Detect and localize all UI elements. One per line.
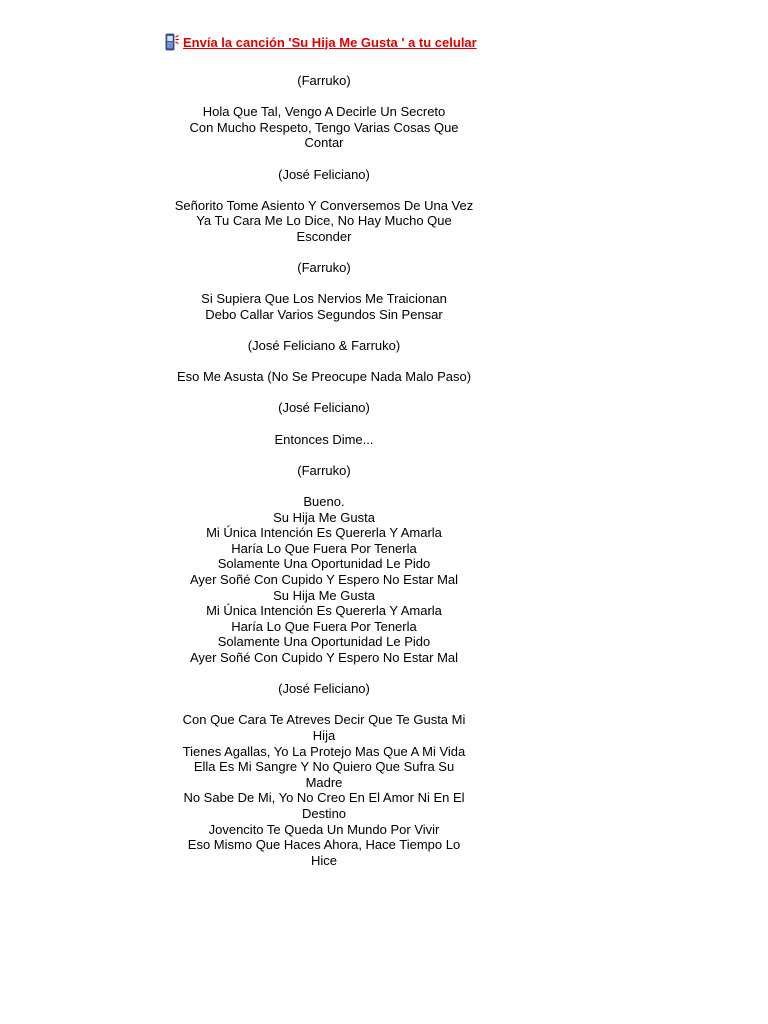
lyrics-stanza — [174, 369, 474, 385]
lyrics-stanza — [174, 712, 474, 868]
lyrics-line: Ella Es Mi Sangre Y No Quiero Que Sufra Su Madre — [193, 759, 455, 790]
lyrics-line: Entonces Dime... — [274, 431, 374, 447]
lyrics-stanza — [174, 260, 474, 276]
lyrics-line: (José Feliciano) — [278, 681, 370, 697]
lyrics-stanza — [174, 494, 474, 666]
lyrics-stanza — [174, 167, 474, 183]
lyrics-line: Mi Única Intención Es Quererla Y Amarla — [206, 525, 442, 541]
lyrics-line: Si Supiera Que Los Nervios Me Traicionan — [201, 291, 447, 307]
lyrics-line: Tienes Agallas, Yo La Protejo Mas Que A Mi Vida — [182, 743, 466, 759]
lyrics-line: (Farruko) — [297, 73, 351, 88]
send-to-phone-row[interactable] — [164, 32, 477, 52]
lyrics-line: Jovencito Te Queda Un Mundo Por Vivir — [208, 821, 440, 837]
lyrics-stanza — [174, 198, 474, 245]
lyrics-line: Hola Que Tal, Vengo A Decirle Un Secreto — [202, 104, 446, 120]
lyrics-line: Con Que Cara Te Atreves Decir Que Te Gusta Mi Hija — [182, 712, 466, 743]
lyrics-line: Solamente Una Oportunidad Le Pido — [217, 634, 431, 650]
lyrics-line: Mi Única Intención Es Quererla Y Amarla — [206, 603, 442, 619]
lyrics-line: Bueno. — [303, 494, 345, 510]
song-lyrics — [174, 73, 474, 884]
lyrics-line: Ayer Soñé Con Cupido Y Espero No Estar Mal — [189, 649, 459, 665]
lyrics-line: Con Mucho Respeto, Tengo Varias Cosas Que Contar — [189, 119, 459, 151]
lyrics-stanza — [174, 681, 474, 697]
lyrics-line: Ayer Soñé Con Cupido Y Espero No Estar Mal — [189, 572, 459, 587]
lyrics-stanza — [174, 463, 474, 479]
lyrics-line: Ya Tu Cara Me Lo Dice, No Hay Mucho Que Esconder — [196, 213, 452, 244]
lyrics-stanza — [174, 73, 474, 89]
lyrics-line: (Farruko) — [297, 260, 351, 276]
lyrics-line: (José Feliciano) — [278, 166, 370, 182]
lyrics-line: Solamente Una Oportunidad Le Pido — [217, 556, 431, 572]
lyrics-line: No Sabe De Mi, Yo No Creo En El Amor Ni En El Destino — [183, 790, 465, 821]
lyrics-line: Eso Me Asusta (No Se Preocupe Nada Malo Paso) — [176, 369, 472, 385]
lyrics-stanza — [174, 338, 474, 354]
lyrics-line: (José Feliciano) — [278, 400, 370, 416]
lyrics-stanza — [174, 400, 474, 416]
lyrics-line: (Farruko) — [297, 462, 351, 478]
lyrics-line: Debo Callar Varios Segundos Sin Pensar — [205, 306, 443, 322]
lyrics-line: Haría Lo Que Fuera Por Tenerla — [231, 540, 417, 556]
lyrics-line: Eso Mismo Que Haces Ahora, Hace Tiempo Lo Hice — [187, 837, 461, 868]
lyrics-line: Su Hija Me Gusta — [273, 587, 375, 603]
lyrics-line: (José Feliciano & Farruko) — [247, 338, 401, 354]
lyrics-line: Haría Lo Que Fuera Por Tenerla — [231, 618, 417, 634]
lyrics-line: Señorito Tome Asiento Y Conversemos De Una Vez — [174, 197, 474, 213]
lyrics-stanza — [174, 291, 474, 322]
lyrics-stanza — [174, 432, 474, 448]
lyrics-stanza — [174, 104, 474, 151]
mobile-phone-icon[interactable] — [164, 33, 180, 51]
lyrics-line: Su Hija Me Gusta — [273, 509, 375, 525]
send-song-to-phone-link[interactable]: Envía la canción 'Su Hija Me Gusta ' a tu celular — [183, 34, 477, 50]
